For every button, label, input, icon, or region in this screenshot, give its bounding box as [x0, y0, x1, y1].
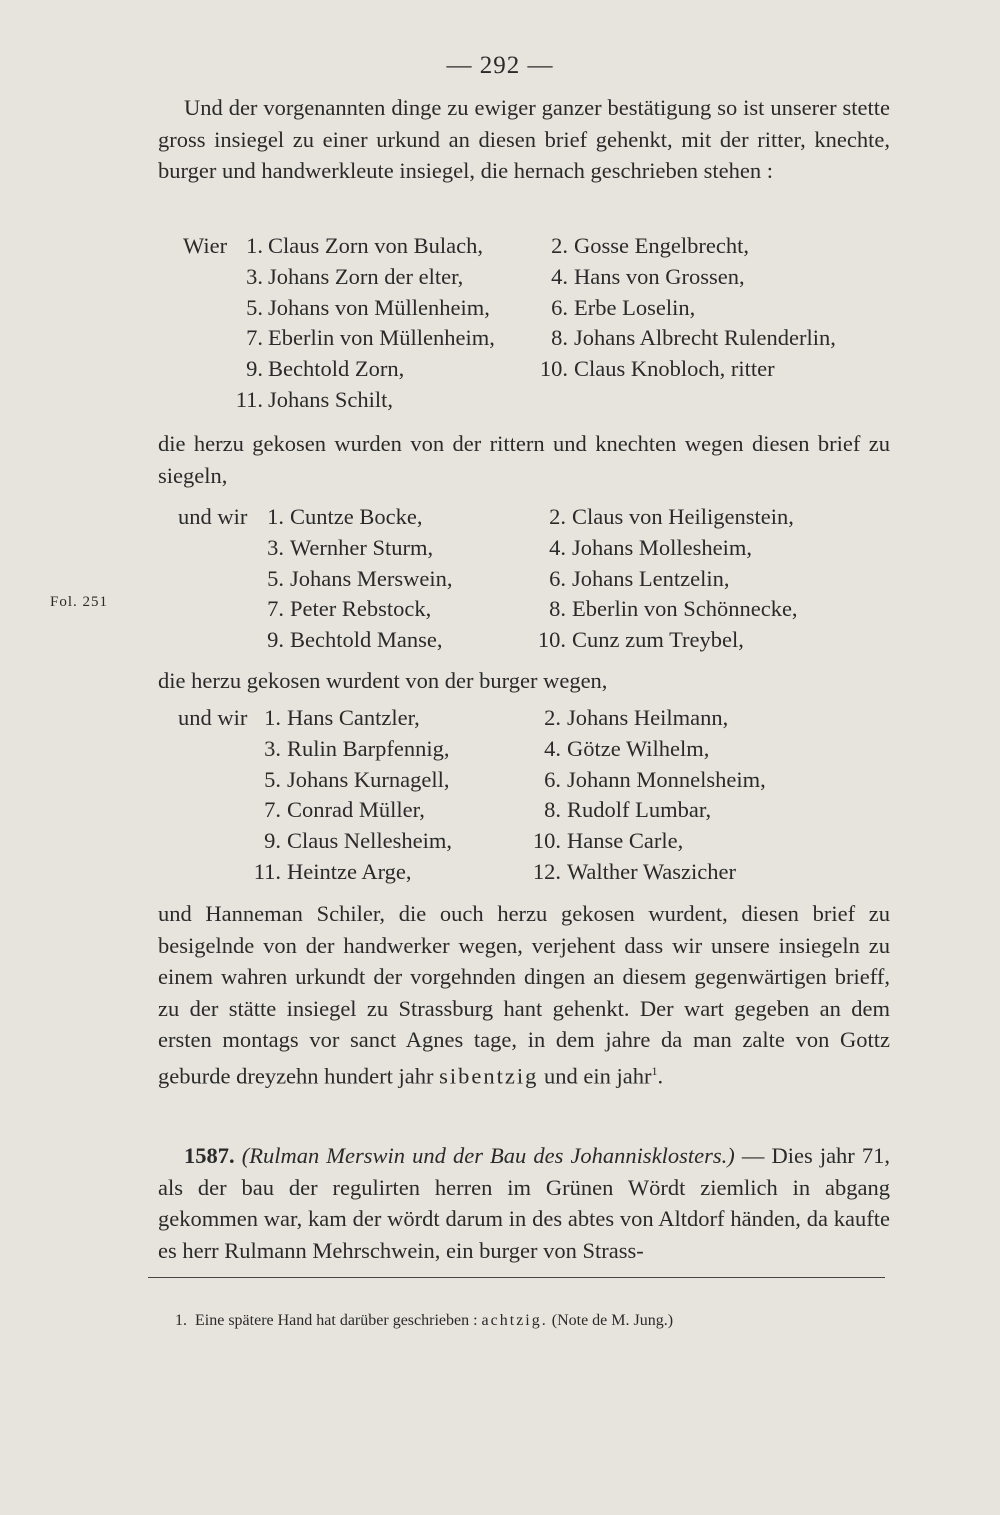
entry-name-right: Rudolf Lumbar, [567, 797, 712, 823]
entry-number-right: 10. [532, 828, 561, 854]
entry-number-right: 2. [544, 705, 561, 730]
entry-number-right: 6. [551, 294, 568, 320]
footnote-note: (Note de M. Jung.) [551, 1312, 674, 1329]
entry-number-right: 4. [549, 534, 566, 560]
footnote-ref: 1 [651, 1063, 658, 1078]
entry-number-left: 5. [246, 294, 263, 320]
entry-number-left: 3. [264, 735, 281, 761]
entry-name-right: Hanse Carle, [567, 828, 684, 854]
footnote [175, 1311, 673, 1331]
entry-name-right: Erbe Loselin, [574, 294, 696, 320]
entry-name-right: Claus von Heiligenstein, [572, 504, 794, 529]
entry-number-right: 8. [549, 596, 566, 622]
entry-name-right: Walther Waszicher [567, 859, 737, 884]
entry-name-left: Conrad Müller, [287, 797, 425, 823]
entry-name-right: Johans Lentzelin, [572, 565, 730, 591]
entry-name-right: Gosse Engelbrecht, [574, 233, 749, 258]
entry-number-left: 7. [246, 325, 263, 351]
entry-name-left: Eberlin von Müllenheim, [268, 325, 495, 351]
entry-number-right: 4. [544, 735, 561, 761]
entry-number-right: 4. [551, 263, 568, 289]
list-row [0, 624, 1000, 655]
closing-end: und ein jahr [544, 1063, 652, 1088]
entry-number-right: 6. [544, 766, 561, 792]
intro-paragraph: Und der vorgenannten dinge zu ewiger ganzer bestätigung so ist unserer stette gross insiegel zu einer urkund an diesen brief gehenkt, mit der ritter, knechte, burger und handwerkleute insiegel, die hernach geschrieben stehen : [158, 95, 890, 183]
entry-name-right: Johans Albrecht Rulenderlin, [574, 325, 836, 351]
entry-number-left: 5. [267, 565, 284, 591]
list-row [0, 794, 1000, 825]
entry-name-left: Peter Rebstock, [290, 596, 432, 622]
entry-number-left: 3. [267, 534, 284, 560]
entry-number-left: 7. [264, 797, 281, 823]
list-row [0, 764, 1000, 795]
entry-name-left: Wernher Sturm, [290, 534, 434, 560]
list-lead: Wier [183, 233, 228, 258]
list-row [0, 322, 1000, 353]
group2-after: die herzu gekosen wurdent von der burger wegen, [158, 668, 608, 693]
entry-name-left: Bechtold Zorn, [268, 356, 405, 382]
entry-name-left: Rulin Barpfennig, [287, 735, 450, 761]
entry-title: (Rulman Merswin und der Bau des Johannisklosters.) [241, 1143, 735, 1168]
page-number: — 292 — [446, 52, 554, 79]
entry-number-left: 9. [267, 627, 284, 653]
entry-paragraph [158, 1140, 890, 1266]
entry-name-right: Cunz zum Treybel, [572, 627, 744, 653]
entry-name-right: Götze Wilhelm, [567, 735, 710, 761]
list-row [0, 353, 1000, 384]
entry-number-left: 11. [235, 387, 263, 412]
entry-number-left: 1. [267, 504, 284, 529]
entry-name-right: Johann Monnelsheim, [567, 766, 766, 792]
closing-period: . [657, 1063, 664, 1088]
entry-number-right: 2. [549, 504, 566, 529]
closing-paragraph [158, 898, 890, 1092]
entry-number-right: 6. [549, 565, 566, 591]
footnote-rule [148, 1277, 885, 1278]
list-lead: und wir [178, 504, 248, 529]
entry-number-left: 9. [264, 828, 281, 854]
entry-number-left: 1. [246, 233, 263, 258]
footnote-spaced: achtzig. [481, 1312, 548, 1329]
entry-number-right: 8. [551, 325, 568, 351]
footnote-text: Eine spätere Hand hat darüber geschrieben : [195, 1312, 478, 1329]
entry-name-right: Claus Knobloch, ritter [574, 356, 775, 382]
group1-after: die herzu gekosen wurden von der rittern und knechten wegen diesen brief zu siegeln, [158, 431, 890, 488]
entry-name-left: Claus Nellesheim, [287, 828, 452, 854]
entry-name-right: Hans von Grossen, [574, 263, 745, 289]
entry-number-left: 11. [253, 859, 281, 884]
entry-name-right: Eberlin von Schönnecke, [572, 596, 798, 622]
entry-name-left: Johans Zorn der elter, [268, 263, 464, 289]
list-row [0, 384, 1000, 415]
entry-number-right: 10. [539, 356, 568, 382]
entry-number-left: 7. [267, 596, 284, 622]
entry-name-left: Johans Merswein, [290, 565, 453, 591]
entry-name-left: Hans Cantzler, [287, 705, 420, 730]
entry-name-left: Johans Schilt, [268, 387, 394, 412]
entry-number-left: 9. [246, 356, 263, 382]
entry-number-left: 3. [246, 263, 263, 289]
entry-number-right: 8. [544, 797, 561, 823]
list-row [0, 702, 1000, 733]
list-row [0, 532, 1000, 563]
list-row [0, 292, 1000, 323]
list-row [0, 501, 1000, 532]
footnote-marker: 1. [175, 1312, 187, 1329]
list-row [0, 563, 1000, 594]
closing-spaced: sibentzig [439, 1063, 539, 1088]
entry-number: 1587. [184, 1143, 235, 1168]
closing-text: und Hanneman Schiler, die ouch herzu gekosen wurdent, diesen brief zu besigelnde von der handwerker wegen, verjehent dass wir unsere insiegeln zu einem wahren urkundt der vorgehnden dingen an diesem gegenwärtigen brieff, zu der stätte insiegel zu Strassburg hant gehenkt. Der wart gegeben an dem ersten montags vor sanct Agnes tage, in dem jahre da man zalte von Gottz geburde dreyzehn hundert jahr [158, 901, 890, 1088]
entry-number-right: 12. [532, 859, 561, 884]
entry-name-left: Johans von Müllenheim, [268, 294, 490, 320]
entry-name-left: Heintze Arge, [287, 859, 412, 884]
margin-note: Fol. 251 [50, 594, 109, 610]
entry-name-right: Johans Mollesheim, [572, 534, 752, 560]
list-row [0, 593, 1000, 624]
entry-text: — Dies jahr 71, als der bau der regulirten herren im Grünen Wördt ziemlich in abgang gekommen war, kam der wördt darum in des abtes von Altdorf händen, da kaufte es herr Rulmann Mehrschwein, ein burger von Strass- [158, 1143, 891, 1263]
list-lead: und wir [178, 705, 248, 730]
list-row [0, 856, 1000, 887]
entry-name-left: Bechtold Manse, [290, 627, 443, 653]
entry-name-right: Johans Heilmann, [567, 705, 729, 730]
entry-number-right: 2. [551, 233, 568, 258]
entry-number-right: 10. [537, 627, 566, 653]
list-row [0, 230, 1000, 261]
list-row [0, 733, 1000, 764]
entry-number-left: 5. [264, 766, 281, 792]
list-row [0, 261, 1000, 292]
entry-number-left: 1. [264, 705, 281, 730]
entry-name-left: Johans Kurnagell, [287, 766, 450, 792]
entry-name-left: Claus Zorn von Bulach, [268, 233, 483, 258]
entry-name-left: Cuntze Bocke, [290, 504, 423, 529]
list-row [0, 825, 1000, 856]
